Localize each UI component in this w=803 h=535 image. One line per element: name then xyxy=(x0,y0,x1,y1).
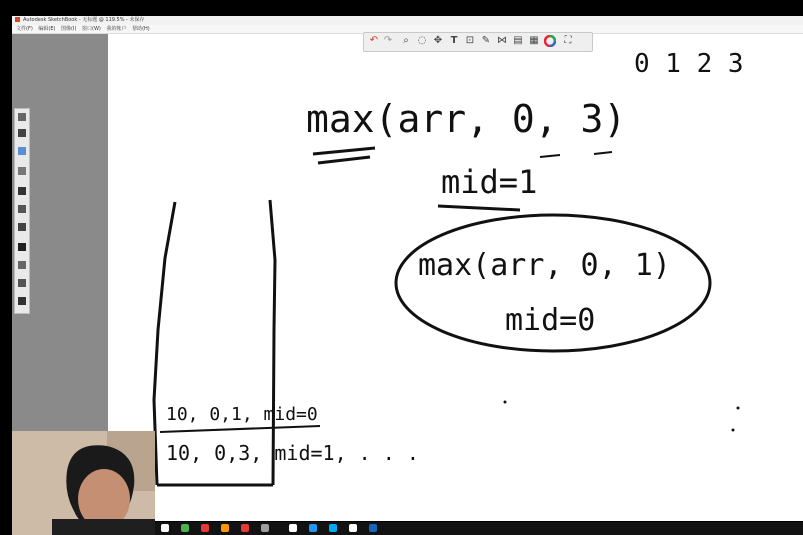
stray-dot xyxy=(504,401,507,404)
crop-icon[interactable]: ⊡ xyxy=(465,35,475,46)
zoom-icon[interactable]: ⌕ xyxy=(403,35,409,46)
stray-dot xyxy=(737,407,740,410)
edge-icon[interactable] xyxy=(329,524,337,532)
window-title: Autodesk SketchBook - 无标题 @ 119.5% - 未保存 xyxy=(23,17,145,23)
corner-digits: 0 1 2 3 xyxy=(634,49,744,79)
start-icon[interactable] xyxy=(161,524,169,532)
lasso-icon[interactable]: ◌ xyxy=(417,35,427,46)
redo-icon[interactable]: ↷ xyxy=(383,35,393,46)
app-icon[interactable] xyxy=(349,524,357,532)
frame-divider xyxy=(160,426,320,432)
undo-icon[interactable]: ↶ xyxy=(369,35,379,46)
taskbar xyxy=(155,522,803,535)
menu-image[interactable]: 图像(I) xyxy=(61,26,77,32)
stray-dot xyxy=(732,429,735,432)
app-icon[interactable] xyxy=(289,524,297,532)
palette-icon[interactable]: ▦ xyxy=(529,35,539,46)
app-icon[interactable] xyxy=(261,524,269,532)
presenter-avatar xyxy=(12,431,155,535)
chrome-icon[interactable] xyxy=(201,524,209,532)
fullscreen-icon[interactable]: ⛶ xyxy=(564,35,572,46)
call-top: max(arr, 0, 3) xyxy=(306,97,627,141)
app-icon[interactable] xyxy=(369,524,377,532)
text-icon[interactable]: T xyxy=(450,35,458,46)
mid-inner: mid=0 xyxy=(505,303,596,338)
symmetry-icon[interactable]: ⋈ xyxy=(497,35,507,46)
menu-window[interactable]: 窗口(W) xyxy=(82,26,101,32)
underline-double xyxy=(313,148,375,163)
stack-frame-top: 10, 0,1, mid=0 xyxy=(166,404,318,425)
call-inner: max(arr, 0, 1) xyxy=(418,248,671,283)
app-icon[interactable] xyxy=(181,524,189,532)
menu-file[interactable]: 文件(F) xyxy=(16,26,33,32)
mid-top: mid=1 xyxy=(441,163,538,201)
menu-edit[interactable]: 编辑(E) xyxy=(38,26,56,32)
app-icon[interactable] xyxy=(221,524,229,532)
webcam-overlay xyxy=(12,431,155,535)
brush-icon[interactable]: ✎ xyxy=(481,35,491,46)
underline-args xyxy=(540,152,612,157)
menu-help[interactable]: 帮助(H) xyxy=(132,26,150,32)
app-icon[interactable] xyxy=(309,524,317,532)
menu-account[interactable]: 我的帐户 xyxy=(106,26,127,32)
app-icon[interactable] xyxy=(241,524,249,532)
move-icon[interactable]: ✥ xyxy=(433,35,443,46)
layers-icon[interactable]: ▤ xyxy=(513,35,523,46)
underline-mid xyxy=(438,206,520,210)
stack-frame-bottom: 10, 0,3, mid=1, . . . xyxy=(166,441,419,465)
